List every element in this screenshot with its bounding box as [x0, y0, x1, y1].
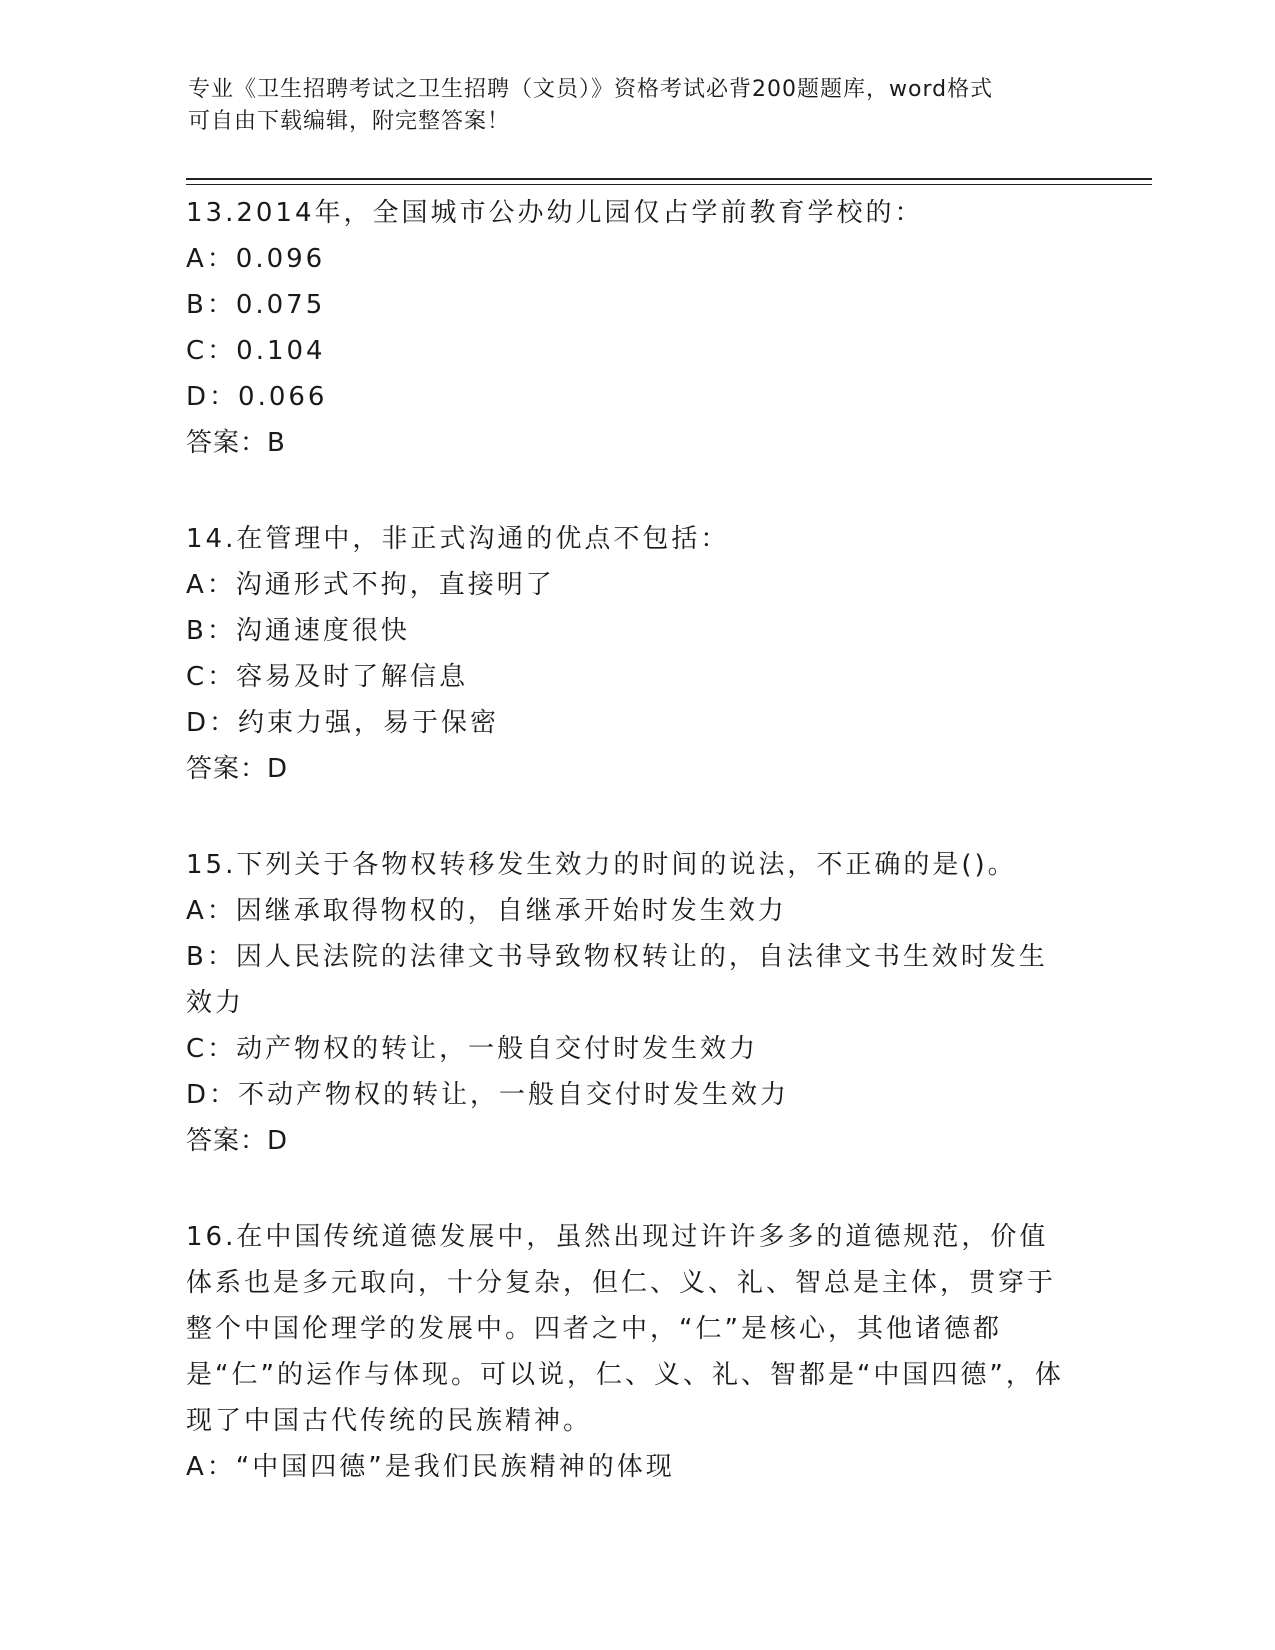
option-b: B：因人民法院的法律文书导致物权转让的，自法律文书生效时发生效力	[186, 942, 1048, 1018]
option-a: A：因继承取得物权的，自继承开始时发生效力	[186, 896, 787, 926]
question-list	[186, 190, 1066, 1540]
question-stem: 14.在管理中，非正式沟通的优点不包括：	[186, 524, 730, 554]
option-a: A：“中国四德”是我们民族精神的体现	[186, 1452, 675, 1482]
header-line-1: 专业《卫生招聘考试之卫生招聘（文员）》资格考试必背200题题库，word格式	[188, 77, 994, 102]
option-d: D：不动产物权的转让，一般自交付时发生效力	[186, 1080, 790, 1110]
option-b: B：沟通速度很快	[186, 616, 410, 646]
document-header	[188, 74, 1068, 138]
answer-label: 答案：B	[186, 428, 286, 458]
option-d: D：约束力强，易于保密	[186, 708, 500, 738]
question-15	[186, 842, 1066, 1164]
option-b: B：0.075	[186, 290, 326, 320]
option-a: A：沟通形式不拘，直接明了	[186, 570, 555, 600]
question-16	[186, 1214, 1066, 1490]
question-stem: 13.2014年，全国城市公办幼儿园仅占学前教育学校的：	[186, 198, 924, 228]
header-rule-thin	[186, 184, 1152, 185]
option-a: A：0.096	[186, 244, 326, 274]
option-c: C：容易及时了解信息	[186, 662, 469, 692]
question-14	[186, 516, 1066, 792]
answer-label: 答案：D	[186, 754, 289, 784]
answer-label: 答案：D	[186, 1126, 289, 1156]
option-c: C：0.104	[186, 336, 326, 366]
header-rule-thick	[186, 178, 1152, 180]
question-stem: 15.下列关于各物权转移发生效力的时间的说法，不正确的是()。	[186, 850, 1017, 880]
question-13	[186, 190, 1066, 466]
option-c: C：动产物权的转让，一般自交付时发生效力	[186, 1034, 759, 1064]
option-d: D：0.066	[186, 382, 328, 412]
question-stem: 16.在中国传统道德发展中，虽然出现过许许多多的道德规范，价值体系也是多元取向，十分复杂，但仁、义、礼、智总是主体，贯穿于整个中国伦理学的发展中。四者之中，“仁”是核心，其他诸德都是“仁”的运作与体现。可以说，仁、义、礼、智都是“中国四德”，体现了中国古代传统的民族精神。	[186, 1222, 1064, 1436]
header-line-2: 可自由下载编辑，附完整答案！	[188, 109, 511, 134]
